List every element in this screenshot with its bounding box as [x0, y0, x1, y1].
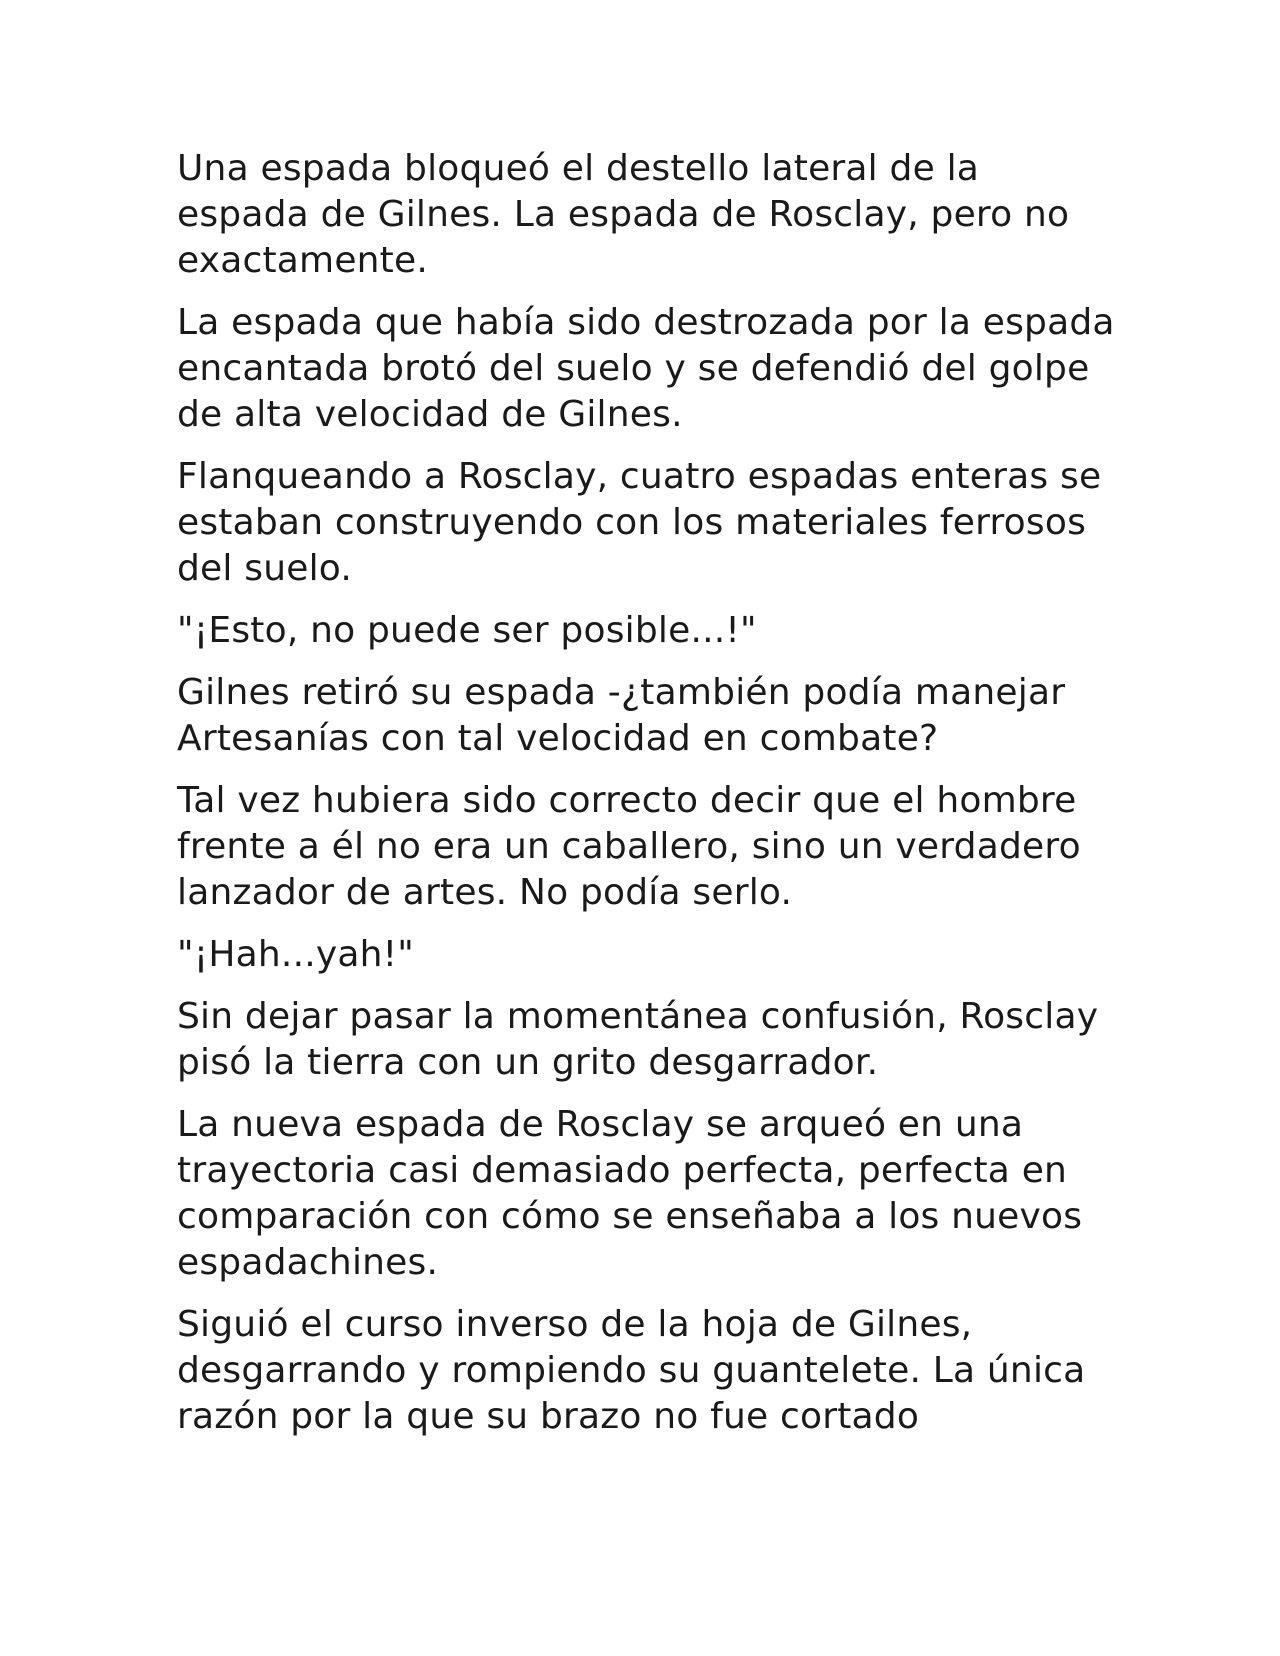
document-page [177, 146, 1117, 1456]
dialogue-line: "¡Hah...yah!" [177, 934, 415, 975]
paragraph: La nueva espada de Rosclay se arqueó en una trayectoria casi demasiado perfecta, perfecta en comparación con cómo se enseñaba a los nuevos espadachines. [177, 1104, 1083, 1283]
paragraph: Tal vez hubiera sido correcto decir que el hombre frente a él no era un caballero, sino un verdadero lanzador de artes. No podía serlo. [177, 780, 1081, 913]
paragraph: Una espada bloqueó el destello lateral de la espada de Gilnes. La espada de Rosclay, pero no exactamente. [177, 148, 1070, 281]
paragraph: La espada que había sido destrozada por la espada encantada brotó del suelo y se defendió del golpe de alta velocidad de Gilnes. [177, 302, 1115, 435]
paragraph: Flanqueando a Rosclay, cuatro espadas enteras se estaban construyendo con los materiales ferrosos del suelo. [177, 456, 1102, 589]
paragraph: Sin dejar pasar la momentánea confusión, Rosclay pisó la tierra con un grito desgarrador. [177, 996, 1099, 1083]
paragraph: Siguió el curso inverso de la hoja de Gilnes, desgarrando y rompiendo su guantelete. La única razón por la que su brazo no fue cortado [177, 1304, 1086, 1437]
dialogue-line: "¡Esto, no puede ser posible...!" [177, 610, 757, 651]
paragraph: Gilnes retiró su espada -¿también podía manejar Artesanías con tal velocidad en combate? [177, 672, 1066, 759]
